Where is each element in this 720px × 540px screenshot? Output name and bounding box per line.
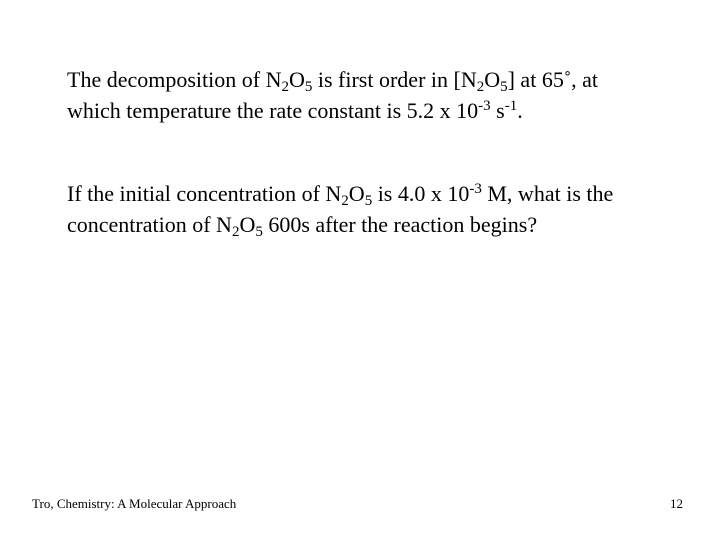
subscript: 5 [255, 224, 263, 240]
text-run: ] at 65˚, at which temperature the rate constant is 5.2 x 10 [67, 67, 599, 123]
subscript: 2 [341, 193, 349, 209]
text-run: 600s after the reaction begins? [262, 212, 538, 237]
problem-statement [67, 64, 627, 126]
subscript: 5 [304, 79, 313, 95]
subscript: 5 [500, 79, 508, 95]
question [67, 178, 627, 240]
text-run: M, what is the concentration of N [67, 181, 614, 237]
subscript: 5 [364, 193, 373, 209]
subscript: 2 [231, 224, 240, 240]
text-run: O [239, 212, 256, 237]
text-run: O [348, 181, 365, 206]
text-run: If the initial concentration of N [67, 181, 342, 206]
superscript: -3 [478, 98, 491, 114]
superscript: -1 [504, 98, 518, 114]
superscript: -3 [469, 181, 482, 197]
text-run: . [517, 98, 523, 123]
text-run: s [490, 98, 505, 123]
footer-source: Tro, Chemistry: A Molecular Approach [32, 496, 237, 511]
page-number: 12 [670, 496, 683, 511]
text-run: O [288, 67, 305, 92]
text-run: is 4.0 x 10 [372, 181, 470, 206]
text-run: The decomposition of N [67, 67, 282, 92]
text-run: is first order in [N [312, 67, 477, 92]
subscript: 2 [476, 79, 485, 95]
text-run: O [484, 67, 501, 92]
subscript: 2 [281, 79, 289, 95]
